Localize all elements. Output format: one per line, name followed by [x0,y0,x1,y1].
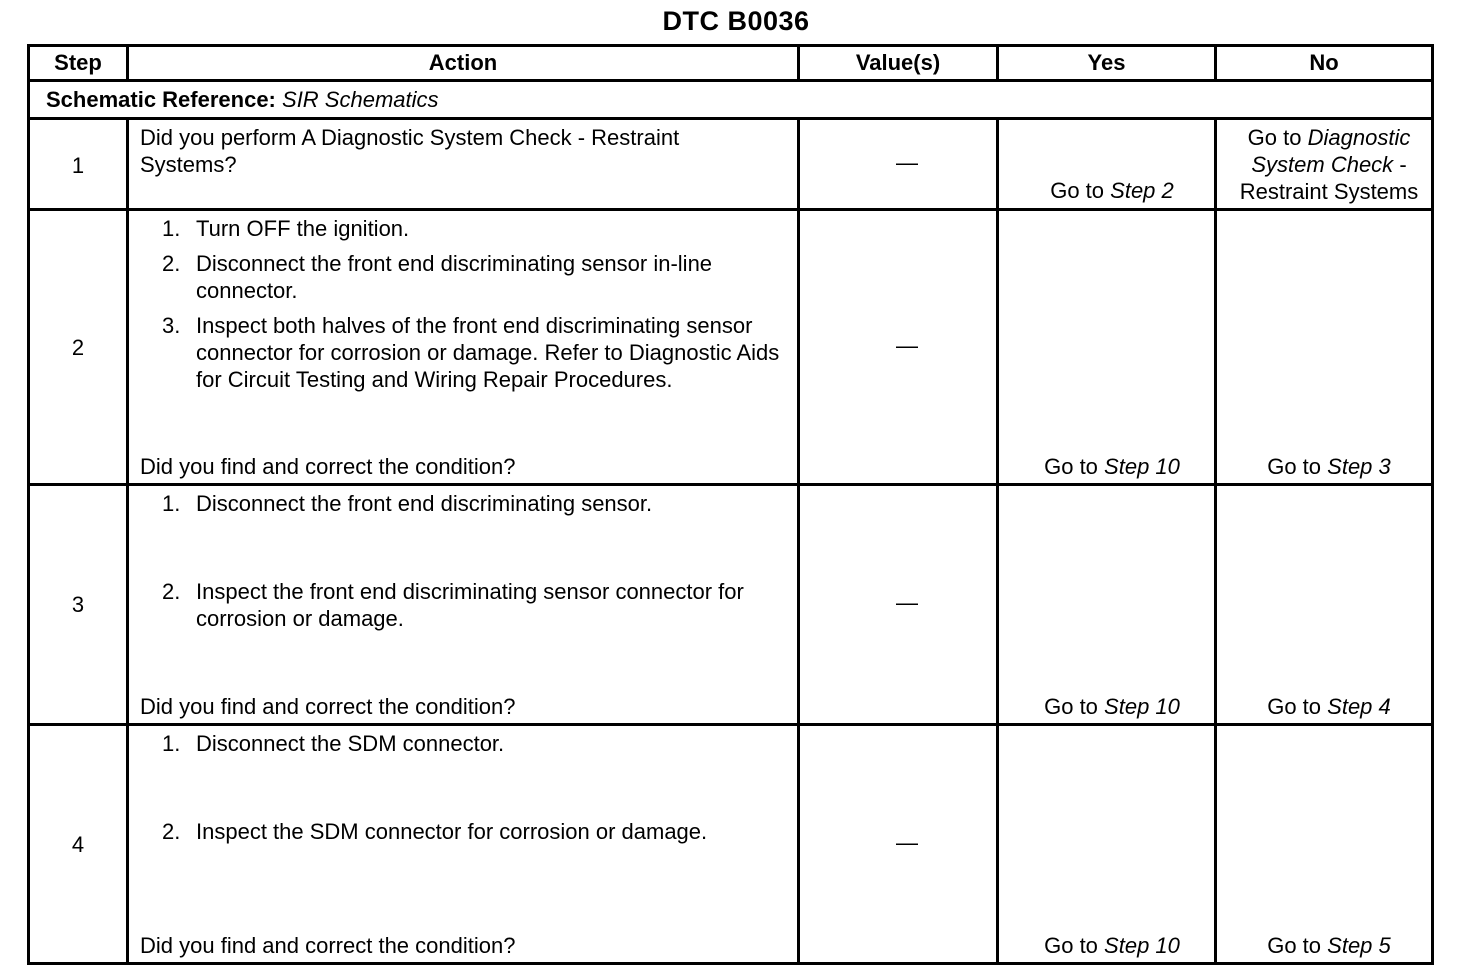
list-item: 2. Inspect the SDM connector for corrosion or damage. [162,819,708,844]
step-3-yes[interactable] [999,693,1225,720]
goto-target-cont[interactable]: Restraint Systems [1239,179,1419,204]
document-title: DTC B0036 [662,6,810,36]
schematic-label: Schematic Reference: [46,87,276,112]
step-2-yes[interactable] [999,453,1225,480]
list-item: 1. Turn OFF the ignition. [162,216,410,241]
list-item: 3. Inspect both halves of the front end discriminating sensor connector for corrosion or damage. Refer to Diagnostic Aids for Circuit Testing and Wiring Repair Procedures. [162,313,780,392]
goto-suffix: - [1399,152,1407,177]
step-1-yes[interactable] [999,177,1225,204]
goto-prefix: Go to [1044,454,1098,479]
goto-target[interactable]: Step 3 [1327,454,1391,479]
row-divider-1 [27,208,1434,211]
step-2-value: — [896,333,918,358]
step-4-no[interactable] [1217,932,1441,959]
goto-target[interactable]: Step 5 [1327,933,1391,958]
step-4-instructions [140,730,785,845]
step-4-value: — [896,830,918,855]
step-2-no[interactable] [1217,453,1441,480]
goto-target[interactable]: Step 4 [1327,694,1391,719]
goto-prefix: Go to [1044,933,1098,958]
step-2-instructions [140,215,785,393]
goto-prefix: Go to [1050,178,1105,203]
row-divider-3 [27,723,1434,726]
step-1-question: Did you perform A Diagnostic System Check - Restraint Systems? [140,125,680,177]
list-item: 1. Disconnect the SDM connector. [162,731,505,756]
step-number-3: 3 [71,592,85,617]
goto-prefix: Go to [1247,125,1302,150]
list-item: 1. Disconnect the front end discriminating sensor. [162,491,653,516]
step-number-2: 2 [71,335,85,360]
step-1-no[interactable] [1217,124,1441,205]
col-divider-yes [1214,117,1217,965]
step-3-question: Did you find and correct the condition? [140,694,516,719]
row-divider-2 [27,483,1434,486]
goto-target[interactable]: Diagnostic [1307,125,1411,150]
step-3-no[interactable] [1217,693,1441,720]
goto-prefix: Go to [1267,933,1322,958]
header-step: Step [54,50,102,75]
schematic-reference [46,86,439,113]
goto-target[interactable]: System Check [1251,152,1394,177]
goto-prefix: Go to [1267,454,1322,479]
goto-target[interactable]: Step 10 [1104,933,1180,958]
header-values: Value(s) [855,50,941,75]
step-4-yes[interactable] [999,932,1225,959]
header-yes: Yes [1087,50,1126,75]
schematic-divider [27,117,1434,120]
goto-prefix: Go to [1044,694,1098,719]
list-item: 2. Inspect the front end discriminating sensor connector for corrosion or damage. [162,579,744,631]
goto-target[interactable]: Step 10 [1104,454,1180,479]
step-3-instructions [140,490,785,632]
goto-target[interactable]: Step 2 [1110,178,1174,203]
schematic-link[interactable]: SIR Schematics [282,87,439,112]
step-number-1: 1 [71,153,85,178]
step-1-value: — [896,150,918,175]
step-2-question: Did you find and correct the condition? [140,454,516,479]
header-action: Action [428,50,498,75]
step-number-4: 4 [71,832,85,857]
goto-prefix: Go to [1267,694,1322,719]
goto-target[interactable]: Step 10 [1104,694,1180,719]
list-item: 2. Disconnect the front end discriminating sensor in-line connector. [162,251,713,303]
header-no: No [1309,50,1339,75]
step-3-value: — [896,590,918,615]
col-divider-step [126,117,129,965]
step-4-question: Did you find and correct the condition? [140,933,516,958]
